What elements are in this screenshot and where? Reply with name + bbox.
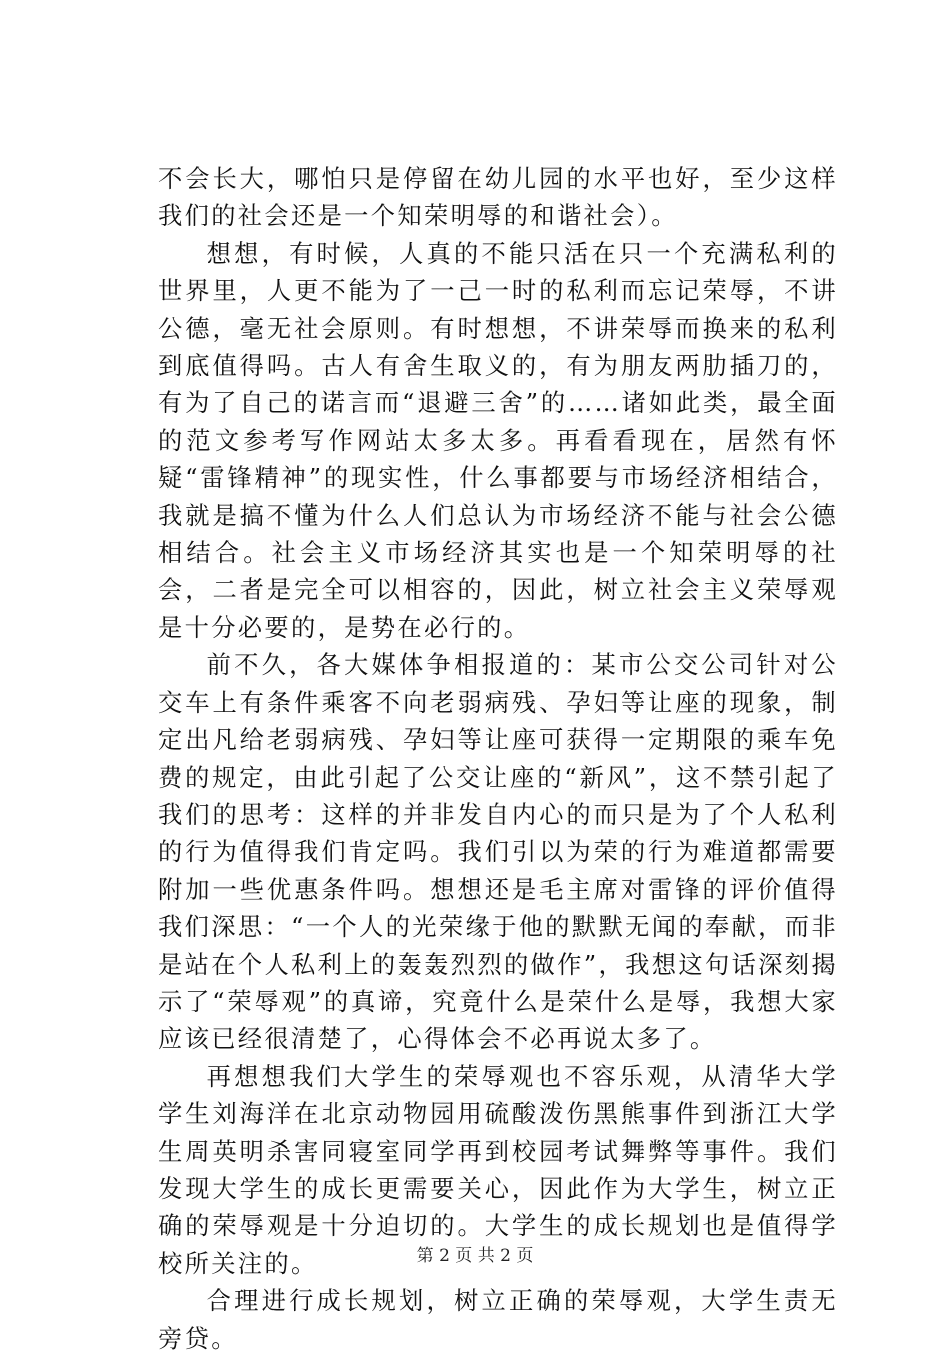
page-number-footer: 第 2 页 共 2 页 [416, 1246, 534, 1266]
paragraph-continuation: 不会长大，哪怕只是停留在幼儿园的水平也好，至少这样我们的社会还是一个知荣明辱的和谐社会）。 [158, 164, 838, 231]
paragraph-private-interest: 想想，有时候，人真的不能只活在只一个充满私利的世界里，人更不能为了一己一时的私利而忘记荣辱，不讲公德，毫无社会原则。有时想想，不讲荣辱而换来的私利到底值得吗。古人有舍生取义的，有为朋友两肋插刀的，有为了自己的诺言而“退避三舍”的……诸如此类，最全面的范文参考写作网站太多太多。再看看现在，居然有怀疑“雷锋精神”的现实性，什么事都要与市场经济相结合，我就是搞不懂为什么人们总认为市场经济不能与社会公德相结合。社会主义市场经济其实也是一个知荣明辱的社会，二者是完全可以相容的，因此，树立社会主义荣辱观是十分必要的，是势在必行的。 [158, 238, 838, 642]
paragraph-university-students: 再想想我们大学生的荣辱观也不容乐观，从清华大学学生刘海洋在北京动物园用硫酸泼伤黑熊事件到浙江大学生周英明杀害同寝室同学再到校园考试舞弊等事件。我们发现大学生的成长更需要关心，因此作为大学生，树立正确的荣辱观是十分迫切的。大学生的成长规划也是值得学校所关注的。 [158, 1061, 838, 1278]
document-body [158, 160, 838, 1357]
paragraph-conclusion: 合理进行成长规划，树立正确的荣辱观，大学生责无旁贷。 [158, 1286, 838, 1353]
paragraph-bus-seat: 前不久，各大媒体争相报道的：某市公交公司针对公交车上有条件乘客不向老弱病残、孕妇等让座的现象，制定出凡给老弱病残、孕妇等让座可获得一定期限的乘车免费的规定，由此引起了公交让座的“新风”，这不禁引起了我们的思考：这样的并非发自内心的而只是为了个人私利的行为值得我们肯定吗。我们引以为荣的行为难道都需要附加一些优惠条件吗。想想还是毛主席对雷锋的评价值得我们深思：“一个人的光荣缘于他的默默无闻的奉献，而非是站在个人私利上的轰轰烈烈的做作”，我想这句话深刻揭示了“荣辱观”的真谛，究竟什么是荣什么是辱，我想大家应该已经很清楚了，心得体会不必再说太多了。 [158, 650, 838, 1054]
